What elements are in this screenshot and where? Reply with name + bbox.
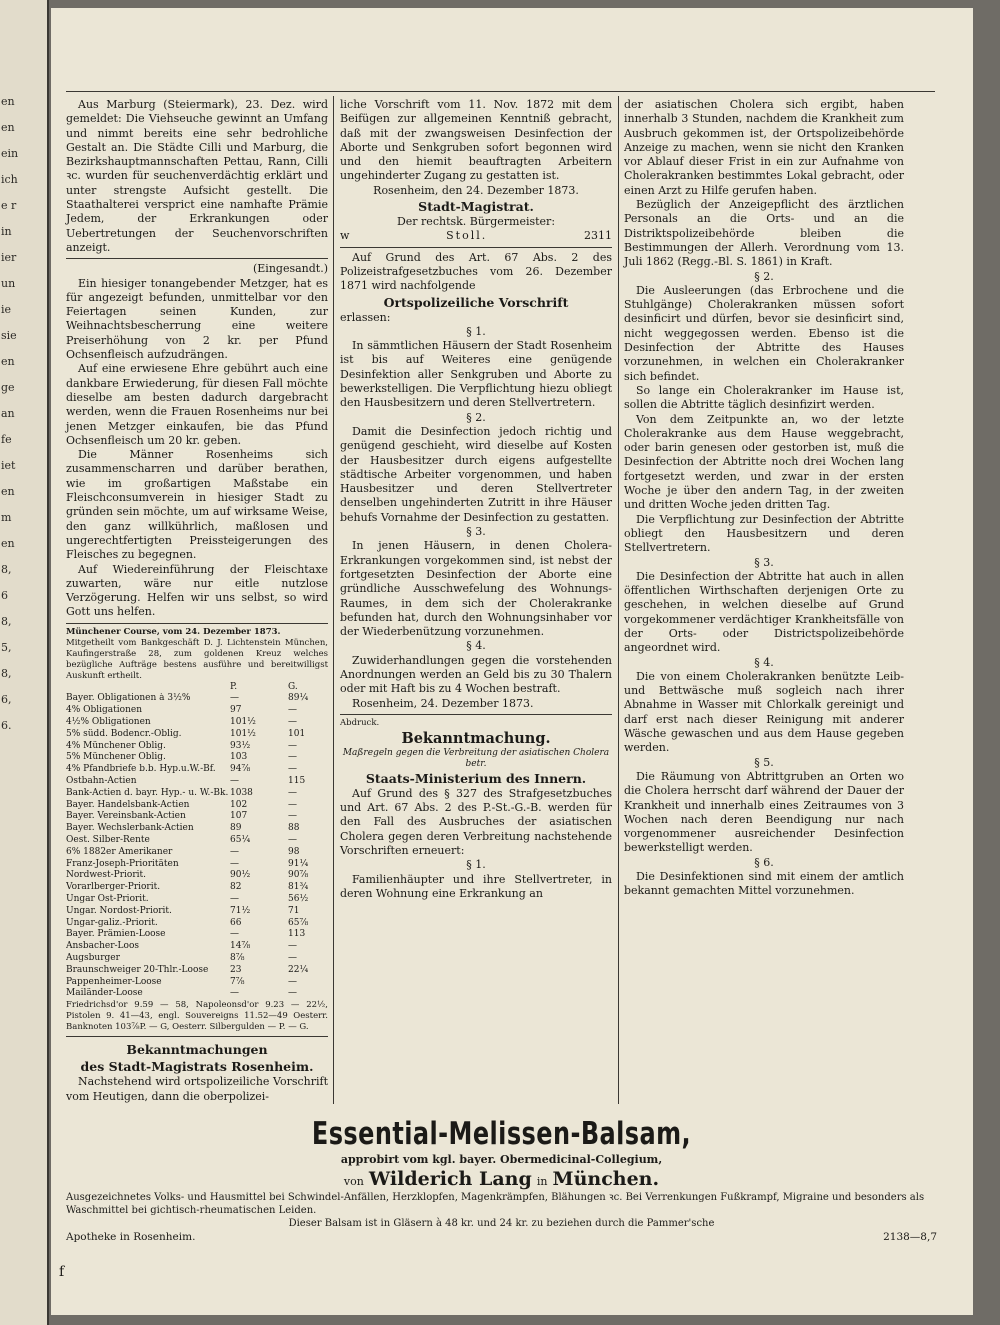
kurse-cell-p: 66 (230, 917, 242, 928)
kurse-cell-g: — (288, 835, 297, 846)
kurse-cell-n: Bayer. Handelsbank-Actien (66, 799, 190, 810)
edge-fragment: an (1, 407, 15, 420)
kurse-cell-n: 5% Münchener Oblig. (66, 752, 166, 763)
kurse-cell-g: 81¾ (288, 882, 309, 893)
kurse-cell-p: 102 (230, 799, 248, 810)
column-3 (624, 98, 904, 899)
top-rule (66, 91, 935, 92)
section-2-text-2: So lange ein Cholerakranker im Hause ist, sollen die Abtritte täglich desinfizirt werden. (624, 383, 904, 412)
section-3-text: In jenen Häusern, in denen Cholera-Erkrankungen vorgekommen sind, ist nebst der fortgesetzten Desinfection der Aborte eine gründliche Ausschwefelung des Wohnungs-Raumes, in dem sich der Cholerakranke befunden hat, durch den Wohnungsinhaber vor der Wiederbenützung vorzunehmen. (340, 539, 612, 639)
kurse-cell-g: — (288, 705, 297, 716)
divider (66, 1036, 328, 1037)
divider (66, 258, 328, 259)
kurse-cell-g: — (288, 752, 297, 763)
kurse-cell-g: — (288, 941, 297, 952)
kurse-row (66, 729, 328, 741)
notice-number: 2311 (583, 229, 612, 243)
continuation: der asiatischen Cholera sich ergibt, haben innerhalb 3 Stunden, nachdem die Krankheit zum Ausbruch gekommen ist, der Ortspolizeibehörde Anzeige zu machen, wenn sie nicht den Kranken vor Ablauf dieser Frist in ein zur Aufnahme von Cholerakranken bestimmtes Lokal gebracht, oder einen Arzt zu Hilfe gerufen haben. (624, 98, 904, 197)
kurse-cell-n: Pappenheimer-Loose (66, 976, 162, 987)
section-4-text: Die von einem Cholerakranken benützte Leib- und Bettwäsche muß sogleich nach ihrer Abnahme in Wasser mit Chlorkalk gereinigt und darf erst nach dieser Reinigung mit anderer Wäsche gewaschen und aus dem Hause gegeben werden. (624, 669, 904, 755)
kurse-cell-n: 6% 1882er Amerikaner (66, 846, 173, 857)
signature-line: w Stoll. 2311 (340, 229, 612, 243)
news-marburg: Aus Marburg (Steiermark), 23. Dez. wird gemeldet: Die Viehseuche gewinnt an Umfang und nimmt bereits eine sehr bedrohliche Gestalt an. Die Städte Cilli und Marburg, die Bezirkshauptmannschaften Pettau, Rann, Cilli ꝛc. wurden für seuchenverdächtig erklärt und unter strengste Aufsicht gestellt. Die Staathalterei versprict eine namhafte Prämie Jedem, der Erkrankungen oder Uebertretungen der Seuchenvorschriften anzeigt. (66, 98, 328, 254)
kurse-cell-p: 93½ (230, 740, 251, 751)
kurse-cell-n: Ungar-galiz.-Priorit. (66, 917, 158, 928)
abdruck: Abdruck. (340, 717, 380, 728)
kurse-row (66, 847, 328, 859)
bekanntmachung-title: Bekanntmachung. (401, 729, 551, 747)
adjacent-page-edge (0, 0, 49, 1325)
kurse-cell-n: Bayer. Prämien-Loose (66, 929, 166, 940)
kurse-row (66, 717, 328, 729)
kurse-cell-n: Bayer. Vereinsbank-Actien (66, 811, 186, 822)
edge-fragment: in (1, 225, 12, 238)
edge-fragment: iet (1, 459, 16, 472)
kurse-row (66, 953, 328, 965)
kurse-cell-p: — (230, 858, 239, 869)
letter-paragraph-1: Ein hiesiger tonangebender Metzger, hat es für angezeigt befunden, unmittelbar vor den Feiertagen seinen Kunden, zur Weihnachtsbescherrung eine weitere Preiserhöhung von 2 kr. per Pfund Ochsenfleisch aufzudrängen. (66, 276, 328, 362)
kurse-cell-p: 14⅞ (230, 941, 251, 952)
ad-price: Dieser Balsam ist in Gläsern à 48 kr. und 24 kr. zu beziehen durch die Pammer'sche (288, 1218, 715, 1229)
kurse-cell-n: 4% Pfandbriefe b.b. Hyp.u.W.-Bf. (66, 764, 216, 775)
buergermeister: Der rechtsk. Bürgermeister: (396, 215, 556, 229)
bekanntmachungen-title: Bekanntmachungen (126, 1042, 268, 1058)
kurse-row (66, 929, 328, 941)
kurse-cell-n: Nordwest-Priorit. (66, 870, 146, 881)
date-line: Rosenheim, den 24. Dezember 1873. (373, 183, 579, 197)
stadt-magistrat-title: des Stadt-Magistrats Rosenheim. (80, 1059, 314, 1075)
ad-maker-name: Wilderich Lang (368, 1168, 532, 1190)
kurse-cell-p: 107 (230, 811, 248, 822)
letter-paragraph-2: Auf eine erwiesene Ehre gebührt auch eine dankbare Erwiederung, für diesen Fall möchte dieselbe am besten dadurch dargebracht werden, wenn die Frauen Rosenheims nur bei jenen Metzger einkaufen, bie das Pfund Ochsenfleisch um 20 kr. geben. (66, 362, 328, 447)
kurse-cell-g: 101 (288, 728, 306, 739)
edge-fragment: m (1, 511, 12, 524)
kurse-cell-n: Franz-Joseph-Prioritäten (66, 858, 179, 869)
ad-body: Ausgezeichnetes Volks- und Hausmittel bei Schwindel-Anfällen, Herzklopfen, Magenkrämpfen, Blähungen ꝛc. Bei Verrenkungen Fußkrampf, Migraine und besonders als Waschmittel bei gichtisch-rheumatischen Leiden. (66, 1192, 925, 1216)
kurse-cell-p: 103 (230, 752, 248, 763)
kurse-cell-p: — (230, 693, 239, 704)
ortspolizeiliche-vorschrift: Ortspolizeiliche Vorschrift (383, 294, 569, 310)
section-2-text-4: Die Verpflichtung zur Desinfection der Abtritte obliegt den Hausbesitzern und deren Stellvertretern. (624, 512, 904, 555)
kurse-cell-n: Oest. Silber-Rente (66, 835, 150, 846)
edge-fragment: en (1, 121, 15, 134)
section-2: § 2. (466, 410, 486, 424)
edge-fragment: en (1, 95, 15, 108)
edge-fragment: 8, (1, 667, 12, 680)
kurse-cell-g: 65⅞ (288, 917, 309, 928)
edge-fragment: ein (1, 147, 19, 160)
edge-fragment: sie (1, 329, 17, 342)
kurse-cell-g: — (288, 740, 297, 751)
newspaper-page (51, 8, 973, 1315)
kurse-cell-n: 5% südd. Bodencr.-Oblig. (66, 728, 182, 739)
edge-fragment: 8, (1, 615, 12, 628)
kurse-cell-n: Ungar. Nordost-Priorit. (66, 905, 172, 916)
letter-paragraph-4: Auf Wiedereinführung der Fleischtaxe zuwarten, wäre nur eitle nutzlose Verzögerung. Helfen wir uns selbst, so wird Gott uns helfen. (66, 562, 328, 619)
kurse-cell-p: 90½ (230, 870, 251, 881)
signature-stoll: Stoll. (446, 229, 488, 243)
kurse-cell-g: 113 (288, 929, 306, 940)
kurse-cell-g: 71 (288, 905, 300, 916)
edge-fragment: ich (1, 173, 18, 186)
stadt-magistrat: Stadt-Magistrat. (418, 199, 534, 215)
ad-approbation: approbirt vom kgl. bayer. Obermedicinal-Collegium, (340, 1153, 663, 1166)
kurse-heading: Münchener Course, vom 24. Dezember 1873. (66, 626, 281, 637)
section-2-text: Damit die Desinfection jedoch richtig und genügend geschieht, wird dieselbe auf Kosten der Hausbesitzer durch eigens aufgestellte städtische Arbeiter vorgenommen, und haben Hausbesitzer und deren Stellvertreter denselben ungehinderten Zutritt in ihre Häuser behufs Vornahme der Desinfection zu gestatten. (340, 424, 612, 524)
kurse-row (66, 965, 328, 977)
kurse-row (66, 977, 328, 989)
kurse-cell-n: Augsburger (66, 953, 120, 964)
ad-city: München. (552, 1168, 660, 1190)
kurse-row (66, 941, 328, 953)
edge-fragment: 6. (1, 719, 12, 732)
kurse-row (66, 870, 328, 882)
kurse-cell-p: — (230, 988, 239, 999)
massregeln-subtitle: Maßregeln gegen die Verbreitung der asiatischen Cholera betr. (342, 747, 610, 769)
edge-fragment: ie (1, 303, 12, 316)
edge-fragment: fe (1, 433, 12, 446)
kurse-cell-p: — (230, 894, 239, 905)
m-section-1-text: Familienhäupter und ihre Stellvertreter, in deren Wohnung eine Erkrankung an (340, 872, 612, 900)
section-5: § 5. (754, 755, 774, 769)
kurse-cell-g: — (288, 953, 297, 964)
kurse-row (66, 788, 328, 800)
edge-fragment: ier (1, 251, 17, 264)
kurse-cell-g: — (288, 787, 297, 798)
divider (340, 714, 612, 715)
kurse-row (66, 859, 328, 871)
kurse-cell-p: 97 (230, 705, 242, 716)
section-3: § 3. (466, 525, 486, 539)
kurse-row (66, 752, 328, 764)
kurse-cell-p: 89 (230, 823, 242, 834)
kurse-row (66, 918, 328, 930)
kurse-cell-g: 89¼ (288, 693, 309, 704)
divider (340, 247, 612, 248)
kurse-cell-n: 4½% Obligationen (66, 717, 151, 728)
kurse-cell-n: Bank-Actien d. bayr. Hyp.- u. W.-Bk. (66, 787, 229, 798)
erlassen: erlassen: (340, 310, 391, 324)
section-6-text: Die Desinfektionen sind mit einem der amtlich bekannt gemachten Mittel vorzunehmen. (624, 870, 904, 898)
kurse-cell-p: 65¼ (230, 835, 251, 846)
kurse-cell-g: — (288, 988, 297, 999)
kurse-cell-p: 71½ (230, 905, 251, 916)
section-1-text: In sämmtlichen Häusern der Stadt Rosenheim ist bis auf Weiteres eine genügende Desinfektion aller Senkgruben und Aborte zu bewerkstelligen. Die Verpflichtung hiezu obliegt den Hausbesitzern und deren Stellvertretern. (340, 339, 612, 410)
edge-fragment: 6 (1, 589, 8, 602)
continuation: liche Vorschrift vom 11. Nov. 1872 mit dem Beifügen zur allgemeinen Kenntniß gebracht, daß mit der zwangsweisen Desinfection der Aborte und Senkgruben sofort begonnen wird und den hiemit beauftragten Arbeitern ungehinderter Zugang zu gestatten ist. (340, 98, 612, 183)
kurse-tail: Friedrichsd'or 9.59 — 58, Napoleonsd'or 9.23 — 22½, Pistolen 9. 41—43, engl. Souvereigns 11.52—49 Oesterr. Banknoten 103⅞P. — G, Oesterr. Silbergulden — P. — G. (66, 1000, 328, 1033)
edge-fragment: ge (1, 381, 15, 394)
kurse-cell-n: 4% Obligationen (66, 705, 142, 716)
kurse-cell-p: 8⅞ (230, 953, 245, 964)
kurse-row (66, 906, 328, 918)
kurse-cell-p: 101½ (230, 728, 256, 739)
column-1 (66, 98, 328, 1104)
edge-fragment: en (1, 485, 15, 498)
kurse-cell-g: 22¼ (288, 964, 309, 975)
kurse-cell-n: Bayer. Obligationen à 3½% (66, 693, 191, 704)
column-rule-2 (618, 96, 619, 1104)
kurse-table (66, 693, 328, 1000)
kurse-cell-g: — (288, 717, 297, 728)
kurse-cell-p: 7⅞ (230, 976, 245, 987)
ops-intro: Auf Grund des Art. 67 Abs. 2 des Polizeistrafgesetzbuches vom 26. Dezember 1871 wird nachfolgende (340, 250, 612, 293)
ad-maker: von Wilderich Lang in München. (343, 1168, 660, 1190)
ad-footer (66, 1230, 937, 1244)
kurse-row (66, 741, 328, 753)
kurse-cell-p: 1038 (230, 787, 253, 798)
kurse-cell-p: — (230, 846, 239, 857)
kurse-row (66, 693, 328, 705)
edge-fragment: un (1, 277, 16, 290)
section-4-text: Zuwiderhandlungen gegen die vorstehenden Anordnungen werden an Geld bis zu 30 Thalern oder mit Haft bis zu 4 Wochen bestraft. (340, 653, 612, 696)
ad-apotheke: Apotheke in Rosenheim. (66, 1231, 196, 1243)
kurse-cell-p: 82 (230, 882, 242, 893)
section-4: § 4. (754, 655, 774, 669)
kurse-cell-p: 101½ (230, 717, 256, 728)
section-6: § 6. (754, 855, 774, 869)
kurse-cell-g: — (288, 764, 297, 775)
section-3-text: Die Desinfection der Abtritte hat auch in allen öffentlichen Wirthschaften derjenigen Orte zu geschehen, in welchen dieselbe auf Grund vorgekommener verdächtiger Krankheitsfälle von der Orts- oder Districtspolizeibehörde angeordnet wird. (624, 569, 904, 655)
kurse-header: P. G. (230, 681, 298, 692)
edge-fragment: en (1, 355, 15, 368)
edge-fragment: 6, (1, 693, 12, 706)
m-section-1: § 1. (466, 858, 486, 872)
kurse-row (66, 988, 328, 1000)
kurse-cell-n: 4% Münchener Oblig. (66, 740, 166, 751)
edge-fragment: 8, (1, 563, 12, 576)
paragraph: Bezüglich der Anzeigepflicht des ärztlichen Personals an die Orts- und an die Distriktspolizeibehörde bleiben die Bestimmungen der Allerh. Verordnung vom 13. Juli 1862 (Regg.-Bl. S. 1861) in Kraft. (624, 198, 904, 269)
section-1: § 1. (466, 324, 486, 338)
section-5-text: Die Räumung von Abtrittgruben an Orten wo die Cholera herrscht darf während der Dauer der Krankheit und innerhalb eines Zeitraumes von 3 Wochen nach deren Beendigung nur nach vorgenommener ausreichender Desinfection bewerkstelligt werden. (624, 769, 904, 855)
kurse-cell-p: 94⅞ (230, 764, 251, 775)
kurse-cell-g: — (288, 799, 297, 810)
kurse-cell-g: 98 (288, 846, 300, 857)
date-line-2: Rosenheim, 24. Dezember 1873. (352, 696, 534, 710)
kurse-row (66, 776, 328, 788)
column-rule-1 (333, 96, 334, 1104)
kurse-row (66, 823, 328, 835)
ministerium-intro: Auf Grund des § 327 des Strafgesetzbuches und Art. 67 Abs. 2 des P.-St.-G.-B. werden für den Fall des Ausbruches der asiatischen Cholera gegen deren Verbreitung nachstehende Vorschriften erneuert: (340, 786, 612, 858)
kurse-cell-g: 90⅞ (288, 870, 309, 881)
footer-mark: f (59, 1264, 65, 1280)
section-2: § 2. (754, 269, 774, 283)
edge-fragment: 5, (1, 641, 12, 654)
section-3: § 3. (754, 555, 774, 569)
section-2-text: Die Ausleerungen (das Erbrochene und die Stuhlgänge) Cholerakranken müssen sofort desinficirt und dürfen, bevor sie desinficirt sind, nicht weggegossen werden. Ebenso ist die Desinfection der Abtritte des Hauses vorzunehmen, in welchen ein Cholerakranker sich befindet. (624, 283, 904, 383)
kurse-cell-n: Vorarlberger-Priorit. (66, 882, 161, 893)
kurse-cell-n: Braunschweiger 20-Thlr.-Loose (66, 964, 209, 975)
kurse-cell-n: Bayer. Wechslerbank-Actien (66, 823, 194, 834)
eingesandt-label: (Eingesandt.) (252, 262, 328, 276)
kurse-cell-n: Ansbacher-Loos (66, 941, 139, 952)
kurse-cell-g: 115 (288, 776, 306, 787)
kurse-row (66, 764, 328, 776)
kurse-cell-g: 88 (288, 823, 300, 834)
kurse-row (66, 894, 328, 906)
kurse-row (66, 800, 328, 812)
kurse-cell-p: 23 (230, 964, 242, 975)
kurse-cell-n: Ostbahn-Actien (66, 776, 137, 787)
kurse-cell-g: — (288, 811, 297, 822)
section-4: § 4. (466, 639, 486, 653)
kurse-cell-g: 91¼ (288, 858, 309, 869)
kurse-row (66, 882, 328, 894)
edge-fragment: e r (1, 199, 17, 212)
kurse-row (66, 811, 328, 823)
kurse-intro: Mitgetheilt vom Bankgeschäft D. J. Lichtenstein München, Kaufingerstraße 28, zum goldenen Kreuz welches bezügliche Aufträge bestens ausführe und bereitwilligst Auskunft ertheilt. (66, 637, 328, 681)
kurse-row (66, 835, 328, 847)
advertisement (66, 1116, 937, 1244)
ministerium-title: Staats-Ministerium des Innern. (365, 770, 587, 786)
divider (66, 623, 328, 624)
ad-code: 2138—8,7 (883, 1231, 937, 1243)
kurse-cell-p: — (230, 929, 239, 940)
kurse-cell-n: Ungar Ost-Priorit. (66, 894, 149, 905)
kurse-cell-g: — (288, 976, 297, 987)
edge-fragment: en (1, 537, 15, 550)
kurse-row (66, 705, 328, 717)
ad-title: Essential-Melissen-Balsam, (311, 1116, 692, 1152)
letter-paragraph-3: Die Männer Rosenheims sich zusammenscharren und darüber berathen, wie im großartigen Maßstabe ein Fleischconsumverein in hiesiger Stadt zu gründen sein möchte, um auf wirksame Weise, den ganz willkührlich, maßlosen und ungerechtfertigten Preissteigerungen des Fleisches zu begegnen. (66, 448, 328, 562)
column-2 (340, 98, 612, 901)
section-2-text-3: Von dem Zeitpunkte an, wo der letzte Cholerakranke aus dem Hause weggebracht, oder barin genesen oder gestorben ist, muß die Desinfection der Abtritte noch drei Wochen lang fortgesetzt werden, und zwar in der ersten Woche je über den andern Tag, in der zweiten und dritten Woche jeden dritten Tag. (624, 412, 904, 512)
kurse-cell-n: Mailänder-Loose (66, 988, 143, 999)
kurse-cell-g: 56½ (288, 894, 309, 905)
kurse-cell-p: — (230, 776, 239, 787)
bek-paragraph: Nachstehend wird ortspolizeiliche Vorschrift vom Heutigen, dann die oberpolizei- (66, 1075, 328, 1103)
